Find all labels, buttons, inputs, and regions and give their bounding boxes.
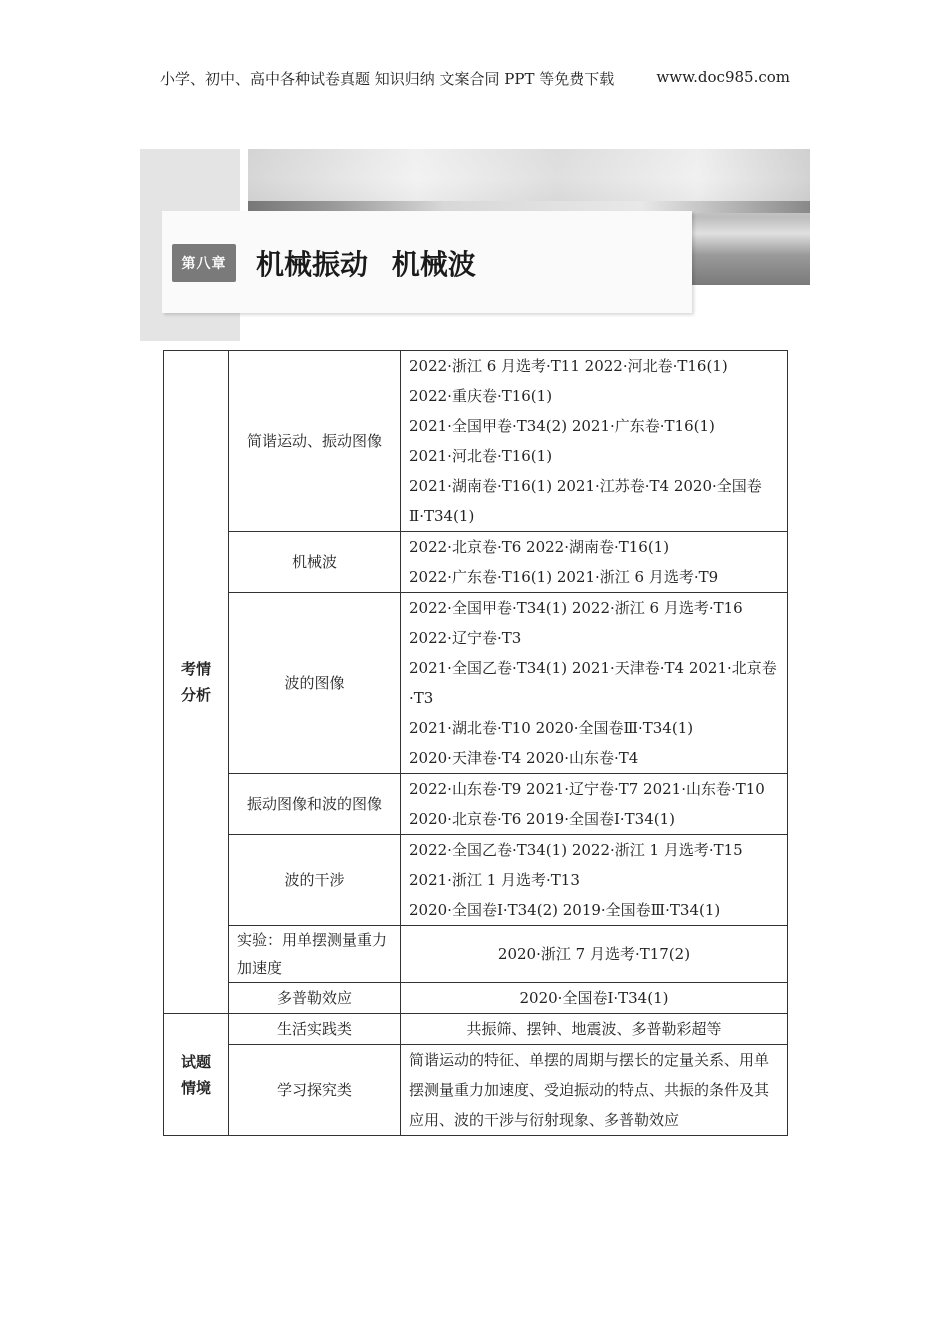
items-cell — [401, 774, 788, 835]
item-line: 2021·浙江 1 月选考·T13 — [409, 871, 580, 889]
item-line: 2022·北京卷·T6 2022·湖南卷·T16(1) — [409, 538, 670, 556]
topic-cell: 学习探究类 — [229, 1045, 401, 1136]
item-line: 2021·湖南卷·T16(1) 2021·江苏卷·T4 2020·全国卷Ⅱ·T34(1) — [409, 477, 762, 525]
item-line: 2021·全国甲卷·T34(2) 2021·广东卷·T16(1) — [409, 417, 715, 435]
item-line: 2021·全国乙卷·T34(1) 2021·天津卷·T4 2021·北京卷·T3 — [409, 659, 777, 707]
exam-analysis-table — [163, 350, 788, 1136]
items-cell — [401, 532, 788, 593]
chapter-label: 第八章 — [172, 244, 236, 282]
item-line: 2020·北京卷·T6 2019·全国卷Ⅰ·T34(1) — [409, 810, 676, 828]
page-header — [160, 68, 790, 89]
category-line: 情境 — [180, 1078, 211, 1097]
topic-cell: 波的图像 — [229, 593, 401, 774]
table-row — [164, 983, 788, 1014]
table-row — [164, 351, 788, 532]
item-line: 2022·辽宁卷·T3 — [409, 629, 522, 647]
header-left-text: 小学、初中、高中各种试卷真题 知识归纳 文案合同 PPT 等免费下载 — [160, 70, 615, 88]
item-line: 2022·全国乙卷·T34(1) 2022·浙江 1 月选考·T15 — [409, 841, 743, 859]
category-line: 分析 — [180, 686, 211, 704]
chapter-title: 机械振动 机械波 — [256, 248, 476, 281]
header-site-url: www.doc985.com — [656, 68, 790, 86]
category-line: 试题 — [180, 1052, 211, 1071]
items-cell — [401, 926, 788, 983]
item-line: 2022·全国甲卷·T34(1) 2022·浙江 6 月选考·T16 — [409, 599, 743, 617]
item-line: 2020·天津卷·T4 2020·山东卷·T4 — [409, 749, 639, 767]
items-cell — [401, 1045, 788, 1136]
items-cell — [401, 593, 788, 774]
banner-sky — [248, 149, 810, 204]
item-line: 2020·浙江 7 月选考·T17(2) — [497, 945, 691, 963]
topic-cell: 波的干涉 — [229, 835, 401, 926]
table-row — [164, 532, 788, 593]
item-line: 2022·重庆卷·T16(1) — [409, 387, 553, 405]
item-line: 2022·山东卷·T9 2021·辽宁卷·T7 2021·山东卷·T10 — [409, 780, 765, 798]
item-line: 2020·全国卷Ⅰ·T34(2) 2019·全国卷Ⅲ·T34(1) — [409, 901, 721, 919]
table-row — [164, 835, 788, 926]
table-row — [164, 1045, 788, 1136]
item-line: 2020·全国卷Ⅰ·T34(1) — [519, 989, 669, 1007]
item-line: 简谐运动的特征、单摆的周期与摆长的定量关系、用单摆测量重力加速度、受迫振动的特点、共振的条件及其应用、波的干涉与衍射现象、多普勒效应 — [409, 1051, 770, 1129]
items-cell — [401, 351, 788, 532]
item-line: 2021·河北卷·T16(1) — [409, 447, 553, 465]
topic-cell: 简谐运动、振动图像 — [229, 351, 401, 532]
table-row — [164, 926, 788, 983]
table-row — [164, 1014, 788, 1045]
topic-cell: 生活实践类 — [229, 1014, 401, 1045]
table-row — [164, 774, 788, 835]
items-cell — [401, 835, 788, 926]
chapter-banner — [140, 149, 810, 341]
table-row — [164, 593, 788, 774]
category-test-context — [164, 1014, 229, 1136]
topic-cell: 实验：用单摆测量重力加速度 — [229, 926, 401, 983]
items-cell — [401, 983, 788, 1014]
topic-cell: 机械波 — [229, 532, 401, 593]
items-cell — [401, 1014, 788, 1045]
item-line: 2022·浙江 6 月选考·T11 2022·河北卷·T16(1) — [409, 357, 728, 375]
item-line: 2022·广东卷·T16(1) 2021·浙江 6 月选考·T9 — [409, 568, 719, 586]
item-line: 共振筛、摆钟、地震波、多普勒彩超等 — [466, 1020, 722, 1038]
topic-cell: 振动图像和波的图像 — [229, 774, 401, 835]
topic-cell: 多普勒效应 — [229, 983, 401, 1014]
category-exam-analysis — [164, 351, 229, 1014]
category-line: 考情 — [180, 660, 211, 678]
item-line: 2021·湖北卷·T10 2020·全国卷Ⅲ·T34(1) — [409, 719, 694, 737]
